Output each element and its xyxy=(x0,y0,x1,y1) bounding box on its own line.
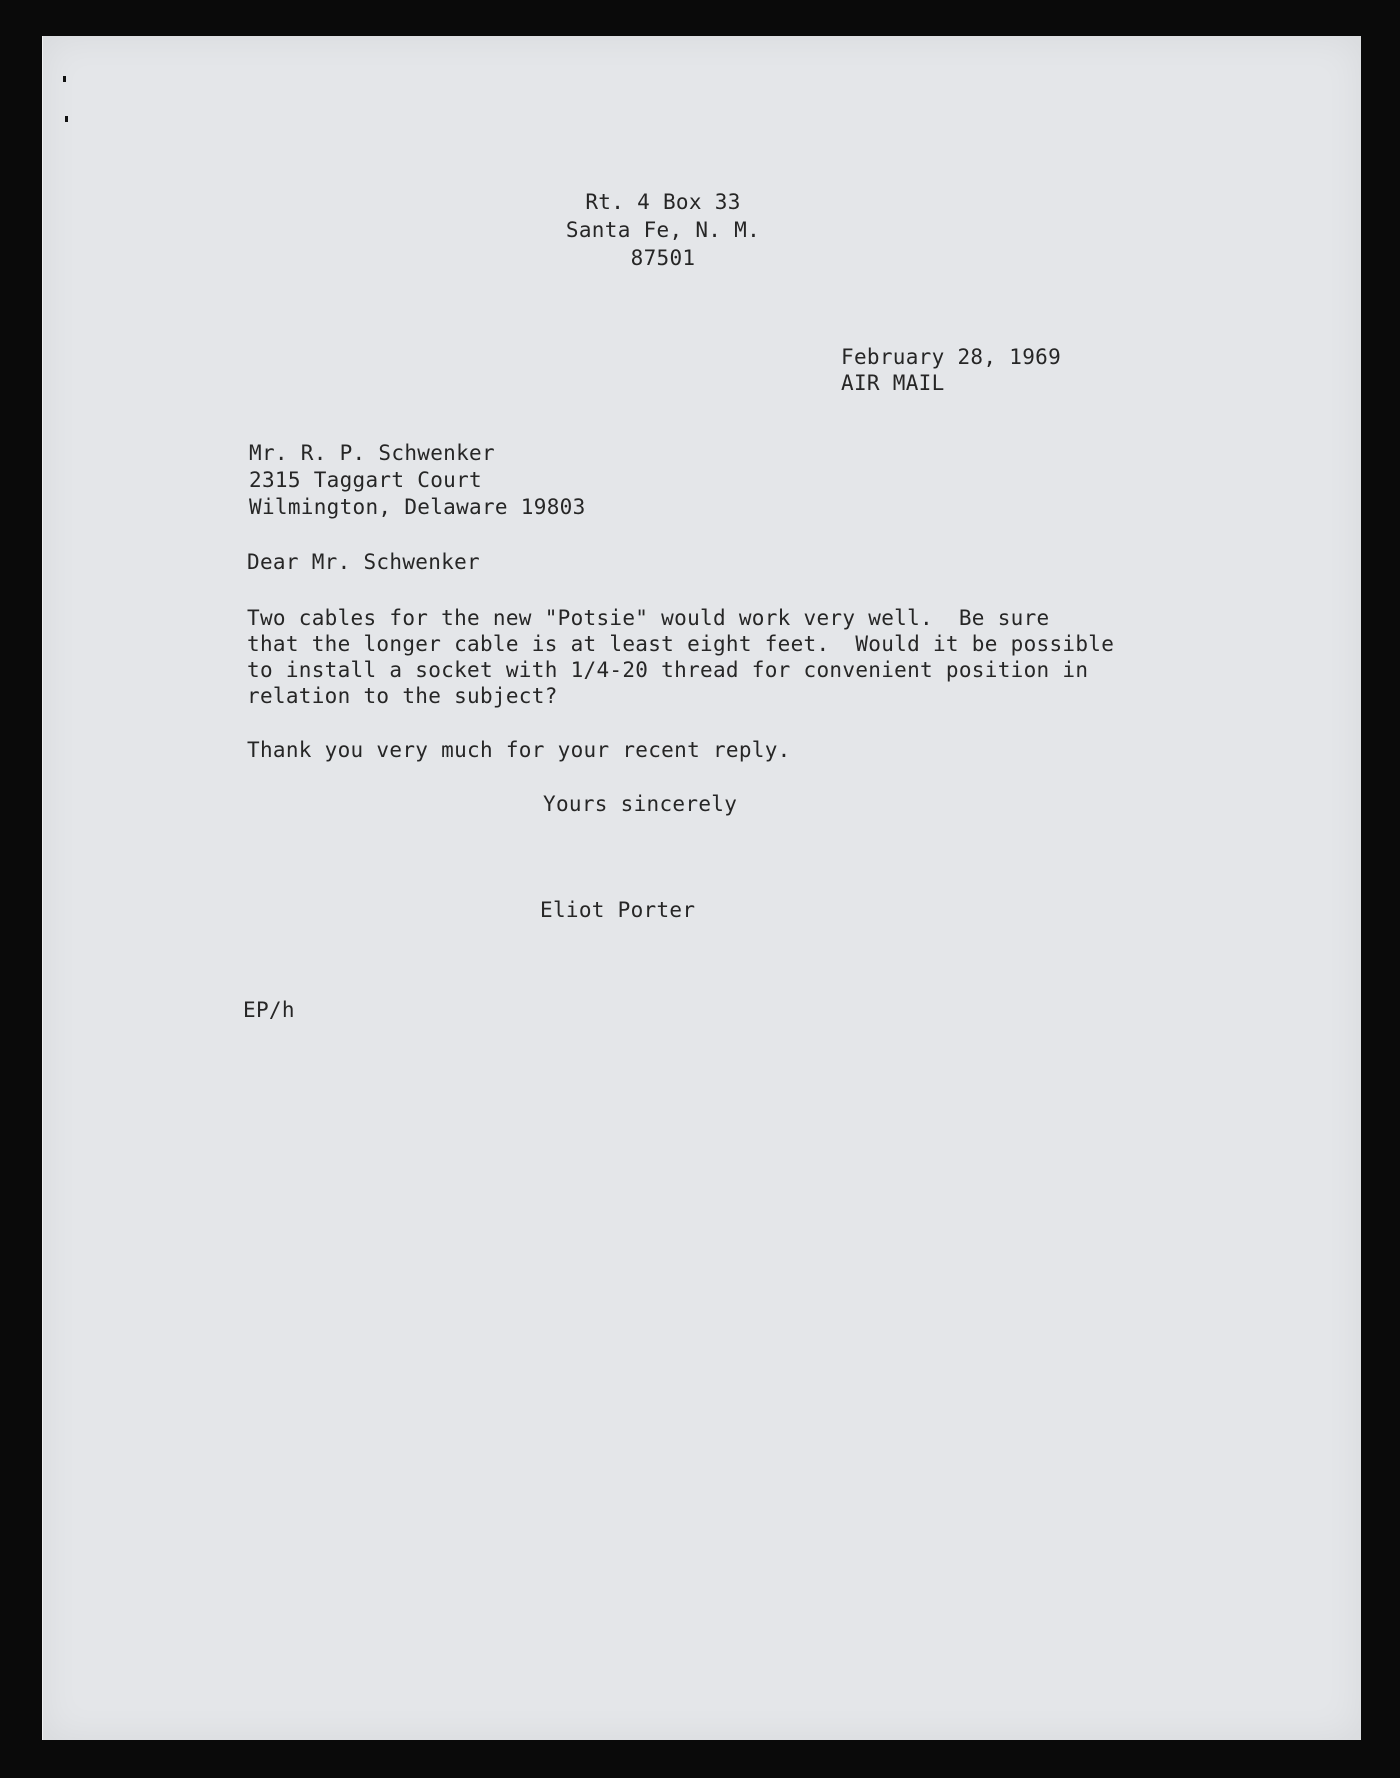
letter-page xyxy=(42,36,1361,1740)
return-address-line-3: 87501 xyxy=(630,246,696,270)
margin-mark xyxy=(65,116,68,122)
body-line-3: to install a socket with 1/4-20 thread for convenient position in xyxy=(247,658,1089,682)
paper-watermark xyxy=(808,476,898,1296)
body-line-1: Two cables for the new "Potsie" would work very well. Be sure xyxy=(247,606,1050,630)
body-line-2: that the longer cable is at least eight feet. Would it be possible xyxy=(247,632,1115,656)
return-address-line-1: Rt. 4 Box 33 xyxy=(585,190,741,214)
letter-date: February 28, 1969 xyxy=(841,345,1062,369)
delivery-method: AIR MAIL xyxy=(841,371,945,395)
recipient-line-3: Wilmington, Delaware 19803 xyxy=(249,495,586,519)
recipient-line-1: Mr. R. P. Schwenker xyxy=(249,441,495,465)
salutation: Dear Mr. Schwenker xyxy=(247,550,480,574)
body-line-4: relation to the subject? xyxy=(247,684,558,708)
margin-mark xyxy=(63,76,66,82)
typist-initials: EP/h xyxy=(243,998,295,1022)
signature-name: Eliot Porter xyxy=(540,898,696,922)
closing: Yours sincerely xyxy=(543,792,738,816)
return-address-line-2: Santa Fe, N. M. xyxy=(565,218,761,242)
thanks-line: Thank you very much for your recent reply. xyxy=(247,738,791,762)
recipient-line-2: 2315 Taggart Court xyxy=(249,468,482,492)
